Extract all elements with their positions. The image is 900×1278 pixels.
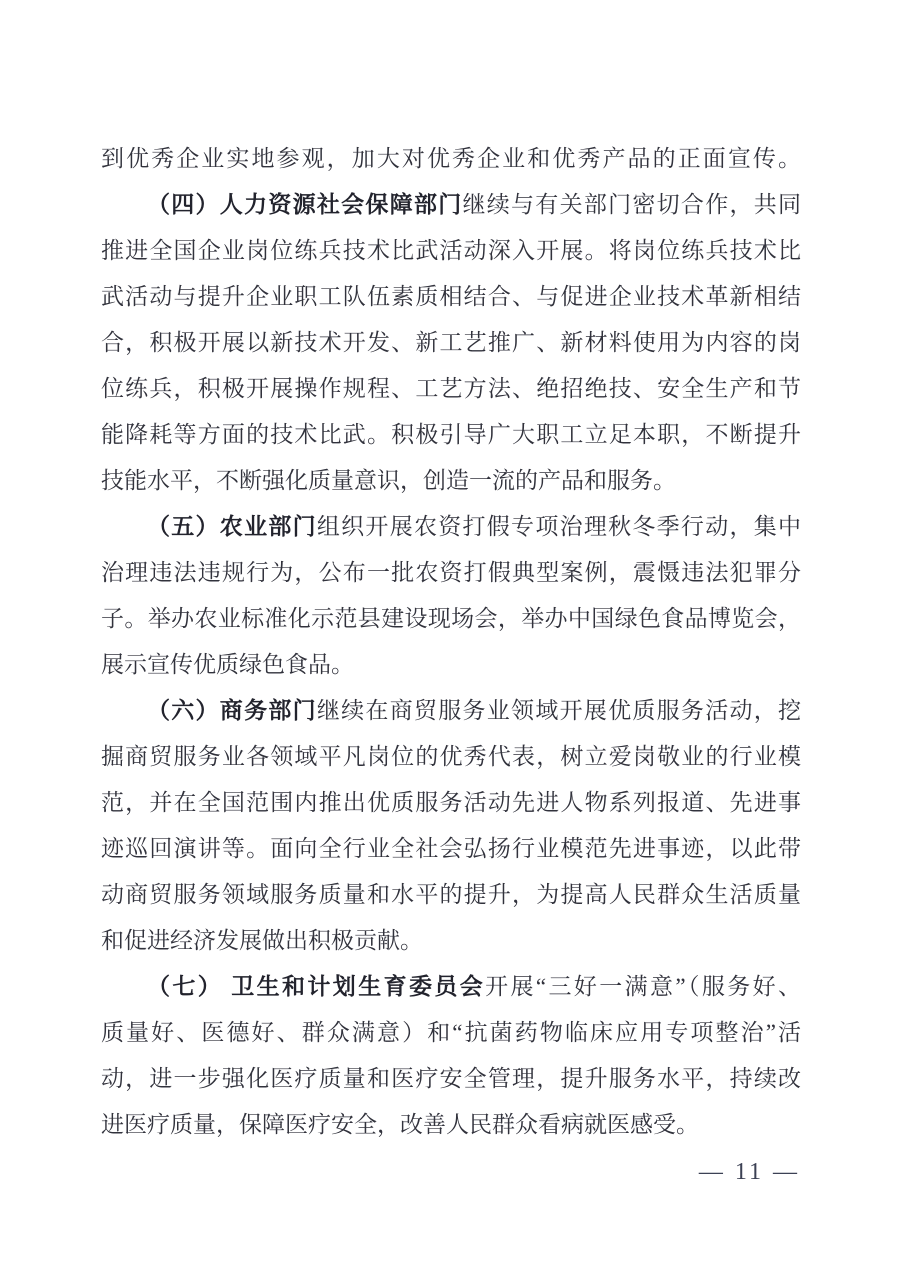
line-text: 动，进一步强化医疗质量和医疗安全管理，提升服务水平，持续改 [101, 1066, 801, 1091]
line-text: 治理违法违规行为，公布一批农资打假典型案例，震慑违法犯罪分 [101, 560, 801, 585]
text-line [101, 1010, 801, 1056]
line-text: 能降耗等方面的技术比武。积极引导广大职工立足本职，不断提升 [101, 422, 801, 447]
line-text: 质量好、医德好、群众满意）和“抗菌药物临床应用专项整治”活 [101, 1020, 801, 1045]
line-text: 合，积极开展以新技术开发、新工艺推广、新材料使用为内容的岗 [101, 330, 801, 355]
section-heading: （四）人力资源社会保障部门 [147, 192, 463, 217]
text-line [101, 642, 801, 688]
page-number: — 11 — [698, 1159, 800, 1185]
text-line [101, 734, 801, 780]
text-line [101, 504, 801, 550]
text-line [101, 780, 801, 826]
text-line [101, 458, 801, 504]
text-line [101, 366, 801, 412]
text-line [101, 274, 801, 320]
line-text: 范，并在全国范围内推出优质服务活动先进人物系列报道、先进事 [101, 790, 801, 815]
line-text: 推进全国企业岗位练兵技术比武活动深入开展。将岗位练兵技术比 [101, 238, 801, 263]
document-body [101, 136, 801, 1148]
line-text: 动商贸服务领域服务质量和水平的提升，为提高人民群众生活质量 [101, 882, 801, 907]
line-text: 继续与有关部门密切合作，共同 [462, 192, 801, 217]
text-line [101, 136, 801, 182]
text-line [101, 918, 801, 964]
text-line [101, 596, 801, 642]
line-text: 位练兵，积极开展操作规程、工艺方法、绝招绝技、安全生产和节 [101, 376, 801, 401]
line-text: 开展“三好一满意”（服务好、 [485, 974, 801, 999]
line-text: 展示宣传优质绿色食品。 [101, 652, 354, 677]
line-text: 继续在商贸服务业领域开展优质服务活动，挖 [316, 698, 801, 723]
text-line [101, 320, 801, 366]
line-text: 进医疗质量，保障医疗安全，改善人民群众看病就医感受。 [101, 1112, 699, 1137]
line-text: 技能水平，不断强化质量意识，创造一流的产品和服务。 [101, 468, 676, 493]
section-heading: （六）商务部门 [147, 698, 317, 723]
line-text: 武活动与提升企业职工队伍素质相结合、与促进企业技术革新相结 [101, 284, 801, 309]
line-text: 到优秀企业实地参观，加大对优秀企业和优秀产品的正面宣传。 [101, 146, 801, 171]
line-text: 组织开展农资打假专项治理秋冬季行动，集中 [316, 514, 801, 539]
line-text: 和促进经济发展做出积极贡献。 [101, 928, 423, 953]
line-text: 迹巡回演讲等。面向全行业全社会弘扬行业模范先进事迹，以此带 [101, 836, 801, 861]
section-heading: （七） 卫生和计划生育委员会 [147, 974, 486, 999]
line-text: 子。举办农业标准化示范县建设现场会，举办中国绿色食品博览会， [101, 606, 801, 631]
line-text: 掘商贸服务业各领域平凡岗位的优秀代表，树立爱岗敬业的行业模 [101, 744, 801, 769]
text-line [101, 1056, 801, 1102]
text-line [101, 826, 801, 872]
text-line [101, 412, 801, 458]
text-line [101, 688, 801, 734]
text-line [101, 182, 801, 228]
section-heading: （五）农业部门 [147, 514, 317, 539]
text-line [101, 1102, 801, 1148]
text-line [101, 872, 801, 918]
text-line [101, 550, 801, 596]
text-line [101, 964, 801, 1010]
text-line [101, 228, 801, 274]
